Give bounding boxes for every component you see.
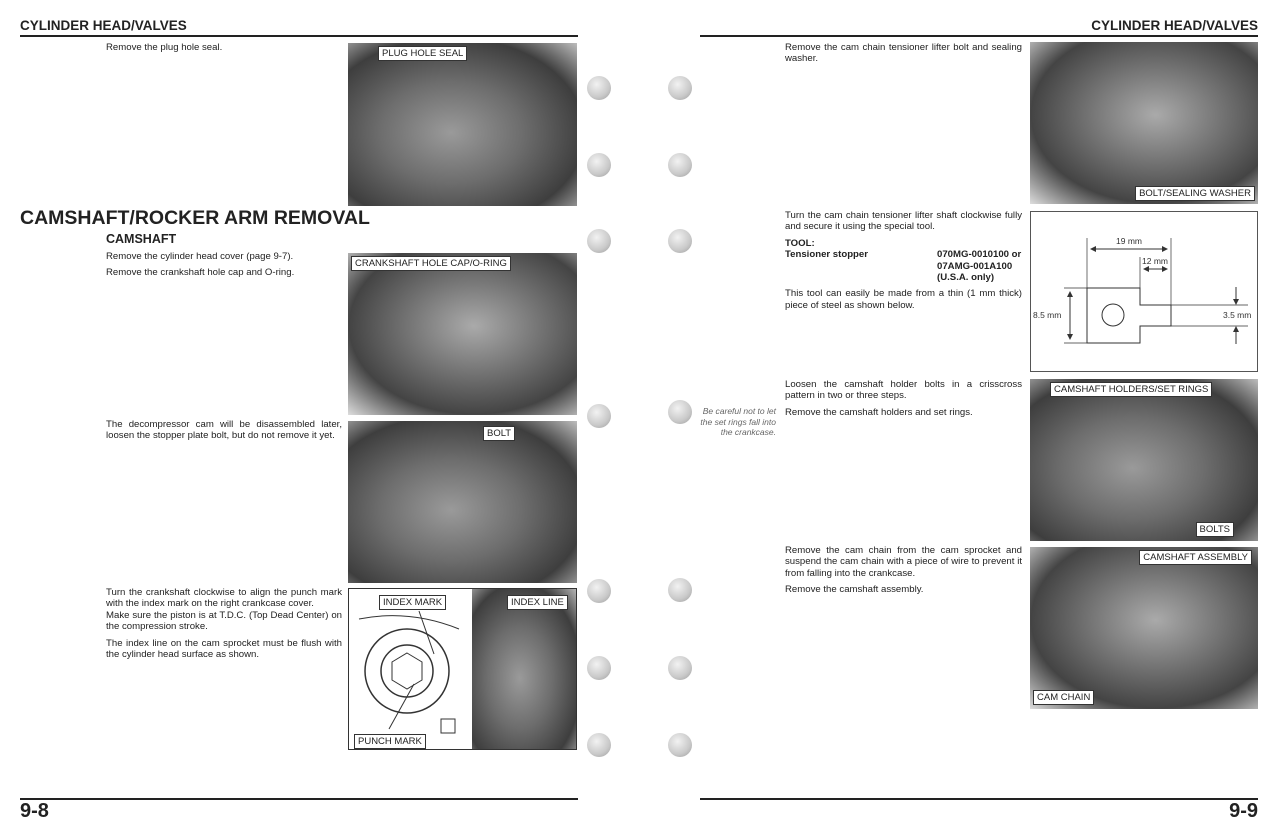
tool-heading: TOOL: — [785, 237, 815, 249]
tool-numbers — [937, 249, 1021, 283]
section-title: CAMSHAFT/ROCKER ARM REMOVAL — [20, 207, 370, 229]
subsection-title: CAMSHAFT — [106, 232, 177, 246]
page-number: 9-8 — [20, 800, 49, 822]
holders-label: CAMSHAFT HOLDERS/SET RINGS — [1050, 382, 1212, 397]
thumb-tab-icon — [587, 229, 611, 253]
step-text — [785, 379, 1022, 423]
dim-height: 8.5 mm — [1033, 310, 1062, 320]
step: Remove the cylinder head cover (page 9-7). — [106, 251, 294, 262]
thumb-tab-icon — [668, 400, 692, 424]
step: Make sure the piston is at T.D.C. (Top Dead Center) on the compression stroke. — [106, 609, 342, 633]
left-page-header: CYLINDER HEAD/VALVES — [20, 18, 187, 33]
punch-mark-label: PUNCH MARK — [354, 734, 426, 749]
step-text — [106, 587, 342, 665]
plug-hole-seal-photo — [348, 43, 577, 206]
tool-number: (U.S.A. only) — [937, 272, 995, 284]
thumb-tab-icon — [587, 656, 611, 680]
index-mark-label: INDEX MARK — [379, 595, 446, 610]
page-number: 9-9 — [1229, 800, 1258, 822]
step-text: Remove the cam chain tensioner lifter bolt and sealing washer. — [785, 42, 1022, 65]
thumb-tab-icon — [587, 404, 611, 428]
index-line-photo — [472, 589, 577, 750]
dim-total: 19 mm — [1116, 236, 1142, 246]
thumb-tab-icon — [668, 76, 692, 100]
tool-number: 07AMG-001A100 — [937, 260, 1013, 272]
thumb-tab-icon — [587, 76, 611, 100]
photo-label: BOLT — [483, 426, 515, 441]
footer-rule — [700, 798, 1258, 800]
step-text — [785, 210, 1022, 316]
tool-number: 070MG-0010100 or — [937, 249, 1022, 261]
tool-entry — [785, 249, 1022, 283]
right-page-header: CYLINDER HEAD/VALVES — [1091, 18, 1258, 33]
thumb-tab-icon — [668, 578, 692, 602]
tensioner-stopper-diagram — [1030, 211, 1258, 372]
caution-note: Be careful not to let the set rings fall into the crankcase. — [700, 406, 776, 437]
tool-name: Tensioner stopper — [785, 249, 868, 261]
step: Remove the crankshaft hole cap and O-ring. — [106, 267, 295, 279]
index-mark-figure — [348, 588, 577, 750]
step: Loosen the camshaft holder bolts in a crisscross pattern in two or three steps. — [785, 379, 1022, 402]
step-text — [785, 545, 1022, 601]
thumb-tab-icon — [587, 733, 611, 757]
thumb-tab-icon — [668, 656, 692, 680]
assembly-label: CAMSHAFT ASSEMBLY — [1139, 550, 1252, 565]
camshaft-assembly-photo — [1030, 547, 1258, 709]
stopper-bolt-photo — [348, 421, 577, 583]
photo-label: CRANKSHAFT HOLE CAP/O-RING — [351, 256, 511, 271]
step: The index line on the cam sprocket must be flush with the cylinder head surface as shown. — [106, 637, 342, 661]
step-text — [106, 251, 342, 284]
step: Remove the camshaft assembly. — [785, 584, 924, 596]
photo-label: BOLT/SEALING WASHER — [1135, 186, 1255, 201]
step: Turn the cam chain tensioner lifter shaft clockwise fully and secure it using the special tool. — [785, 210, 1022, 233]
step: This tool can easily be made from a thin (1 mm thick) piece of steel as shown below. — [785, 288, 1022, 311]
dim-tab: 12 mm — [1142, 256, 1168, 266]
footer-rule — [20, 798, 578, 800]
step: Remove the camshaft holders and set rings. — [785, 406, 973, 418]
step: Remove the cam chain from the cam sprocket and suspend the cam chain with a piece of wire to prevent it from falling into the crankcase. — [785, 545, 1022, 579]
camshaft-holders-photo — [1030, 379, 1258, 541]
thumb-tab-icon — [668, 733, 692, 757]
thumb-tab-icon — [587, 153, 611, 177]
cam-chain-label: CAM CHAIN — [1033, 690, 1094, 705]
index-line-label: INDEX LINE — [507, 595, 568, 610]
crankshaft-hole-cap-photo — [348, 253, 577, 415]
thumb-tab-icon — [668, 229, 692, 253]
photo-label: PLUG HOLE SEAL — [378, 46, 467, 61]
index-mark-drawing — [349, 589, 471, 750]
step-text: The decompressor cam will be disassembled later, loosen the stopper plate bolt, but do not remove it yet. — [106, 419, 342, 442]
thumb-tab-icon — [587, 579, 611, 603]
tensioner-bolt-photo — [1030, 42, 1258, 204]
thumb-tab-icon — [668, 153, 692, 177]
step-text: Remove the plug hole seal. — [106, 42, 223, 53]
dim-tab-height: 3.5 mm — [1223, 310, 1252, 320]
step: Turn the crankshaft clockwise to align the punch mark with the index mark on the right crankcase cover. — [106, 587, 342, 610]
diagram-drawing — [1031, 212, 1257, 371]
bolts-label: BOLTS — [1196, 522, 1234, 537]
header-rule — [20, 35, 578, 37]
header-rule — [700, 35, 1258, 37]
